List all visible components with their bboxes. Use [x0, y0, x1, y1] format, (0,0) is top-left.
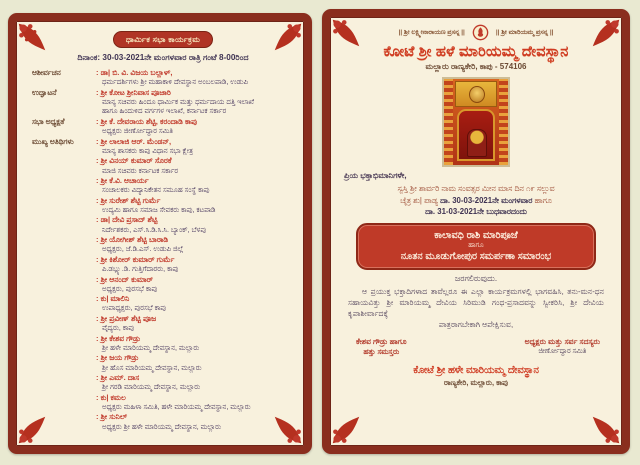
signatory-name: ಕೇಶವ ಗೌಡ್ರು ಹಾಗೂ: [356, 336, 407, 346]
guest-designation: ಅಧ್ಯಕ್ಷರು ಮಹಿಳಾ ಸಮಿತಿ, ಹಳೇ ಮಾರಿಯಮ್ಮ ದೇವಸ್ಥಾನ, ಮಲ್ಲಾರು: [102, 403, 251, 411]
guest-designation: ಅಧ್ಯಕ್ಷರು, ಪುರಸಭೆ ಕಾಪು: [102, 285, 158, 293]
event-date-2: ದಾ. 31-03-2021ನೇ ಬುಧವಾರದಂದು: [425, 207, 527, 216]
guest-designation: ಮಾನ್ಯ ಶಾಸಕರು ಕಾಪು ವಿಧಾನ ಸಭಾ ಕ್ಷೇತ್ರ: [102, 147, 194, 155]
photo-decor: [444, 79, 453, 165]
temple-title: ಕೋಟೆ ಶ್ರೀ ಹಳೆ ಮಾರಿಯಮ್ಮ ದೇವಸ್ಥಾನ: [383, 44, 569, 60]
deity-photo: [442, 77, 510, 167]
intro-line: ಸ್ವಸ್ತಿ ಶ್ರೀ ಶಾರ್ವರಿ ನಾಮ ಸಂವತ್ಸರ ಮೀನ ಮಾಸ ದಿನ ೧೯ ಸಲ್ಲುವ: [397, 184, 555, 193]
program-dateline: ದಿನಾಂಕ: 30-03-2021ನೇ ಮಂಗಳವಾರ ರಾತ್ರಿ ಗಂಟೆ 8-00ರಿಂದ: [77, 53, 249, 62]
greeting-line: ಪ್ರಿಯ ಭಕ್ತಾಭಿಮಾನಿಗಳೇ,: [344, 171, 407, 180]
guest-name: : ಶ್ರೀ ಯೋಗೀಶ್ ಶೆಟ್ಟಿ ಬಾರಾಡಿ: [96, 235, 169, 245]
guest-name: : ಶ್ರೀ ಕೋಟ ಶ್ರೀನಿವಾಸ ಪೂಜಾರಿ: [96, 87, 171, 97]
guest-name: : ಶ್ರೀ ಸುರೇಶ್ ಶೆಟ್ಟಿ ಗುರ್ಮೆ: [96, 195, 161, 205]
program-row: [32, 235, 294, 255]
deity-idol: [467, 129, 487, 157]
guest-name: : ಡಾ| ಬಿ. ವಿ. ವಿಜಯ ಬಲ್ಲಾಳ್,: [96, 68, 173, 77]
guest-designation: ಹಾಗೂ ಹಿಂದುಳಿದ ವರ್ಗಗಳ ಇಲಾಖೆ, ಕರ್ನಾಟಕ ಸರ್ಕಾರ: [102, 108, 227, 116]
program-role-label: ಸಭಾ ಅಧ್ಯಕ್ಷತೆ: [32, 116, 65, 126]
intro-line: [342, 206, 610, 218]
guest-name: : ಶ್ರೀ ಎಮ್. ದಾಸ: [96, 373, 140, 383]
guest-designation: ಶ್ರೀ ಹಳೇ ಮಾರಿಯಮ್ಮ ದೇವಸ್ಥಾನ, ಮಲ್ಲಾರು: [102, 344, 200, 352]
signatory-name: ಅಧ್ಯಕ್ಷರು ಮತ್ತು ಸರ್ವ ಸದಸ್ಯರು: [524, 336, 600, 346]
program-row: [32, 88, 294, 117]
guest-designation: ಶ್ರೀ ಗರಡಿ ಮಾರಿಯಮ್ಮ ದೇವಸ್ಥಾನ, ಮಲ್ಲಾರು: [102, 384, 201, 392]
guest-name: : ಶ್ರೀ ಜಯ ಗೌಡ್ರು: [96, 353, 139, 363]
guest-designation: ಧರ್ಮದರ್ಶಿಗಳು ಶ್ರೀ ಮಹಾಕಾಳಿ ದೇವಸ್ಥಾನ ಅಂಬಲಪಾಡಿ, ಉಡುಪಿ: [102, 79, 248, 87]
guest-name: : ಶ್ರೀ ಕಿಶೋರ್ ಕುಮಾರ್ ಗುರ್ಮೆ: [96, 254, 175, 264]
guest-name: : ಶ್ರೀ ಸುನಿಲ್: [96, 412, 128, 422]
invocation-right: || ಶ್ರೀ ಮಾರಿಯಮ್ಮ ಪ್ರಸನ್ನ ||: [495, 28, 554, 36]
program-row: [32, 275, 294, 295]
temple-emblem-icon: [472, 24, 489, 41]
guest-designation: ಮಾನ್ಯ ಸಚಿವರು ಹಿಂದೂ ಧಾರ್ಮಿಕ ಮತ್ತು ಧರ್ಮದಾಯ ದತ್ತಿ ಇಲಾಖೆ: [102, 98, 255, 106]
guest-name: : ಶ್ರೀ ವಿನಯ್ ಕುಮಾರ್ ಸೊರಕೆ: [96, 156, 172, 166]
program-role-label: ಆಶೀರ್ವಚನ: [32, 68, 61, 77]
intro-text: ಹಾಗೂ: [532, 195, 552, 205]
appeal-paragraph: ಆ ಪ್ರಯುಕ್ತ ಭಕ್ತಾದಿಗಳಾದ ತಾವೆಲ್ಲರೂ ಈ ಎಲ್ಲಾ ಕಾರ್ಯಕ್ರಮಗಳಲ್ಲಿ ಭಾಗವಹಿಸಿ, ತನು-ಮನ-ಧನ ಸಹಾಯವಿತ್ತು ಶ್ರೀ ಮಾರಿಯಮ್ಮ ದೇವಿಯ ಸಿರಿಮುಡಿ ಗಂಧ-ಪ್ರಸಾದವನ್ನು ಸ್ವೀಕರಿಸಿ, ಶ್ರೀ ದೇವಿಯ ಕೃಪಾಶೀರ್ವಾದಕ್ಕೆ: [348, 286, 604, 318]
guest-designation: ಅಧ್ಯಕ್ಷರು ಶ್ರೀ ಹಳೇ ಮಾರಿಯಮ್ಮ ದೇವಸ್ಥಾನ, ಮಲ್ಲಾರು: [102, 423, 222, 431]
followup-line: ಜರಗಲಿರುವುದು.: [454, 273, 498, 283]
program-role-label: ಮುಖ್ಯ ಅತಿಥಿಗಳು: [32, 136, 74, 146]
guest-designation: ಪಿ.ಡಬ್ಲ್ಯು.ಡಿ. ಗುತ್ತಿಗೆದಾರರು, ಕಾಪು: [102, 266, 179, 274]
intro-line: [342, 195, 610, 207]
signature-left: [356, 337, 407, 357]
guest-name: : ಕು| ಕಮಲ: [96, 392, 126, 402]
guest-name: : ಶ್ರೀ ಲಾಲಾಜಿ ಆರ್. ಮೆಂಡನ್,: [96, 136, 172, 146]
program-row: [32, 334, 294, 354]
guest-designation: ನಿರ್ದೇಶಕರು, ಎಸ್.ಸಿ.ಡಿ.ಸಿ.ಸಿ. ಬ್ಯಾಂಕ್, ಬೆಳಪು: [102, 226, 207, 234]
guest-name: : ಶ್ರೀ ಕೆ.ವಿ. ಆಚಾರ್ಯ: [96, 176, 149, 186]
program-row: [32, 314, 294, 334]
program-row: [32, 196, 294, 216]
invitation-intro: [342, 183, 610, 218]
guest-designation: ಉಪಾಧ್ಯಕ್ಷರು, ಪುರಸಭೆ ಕಾಪು: [102, 305, 166, 313]
guest-designation: ಸಂಚಾಲಕರು ವಿದ್ಯಾನಿಕೇತನ ಸಮೂಹ ಸಂಸ್ಥೆ ಕಾಪು: [102, 187, 210, 195]
program-header-badge: ಧಾರ್ಮಿಕ ಸಭಾ ಕಾರ್ಯಕ್ರಮ: [113, 31, 213, 48]
invitation-page: [322, 9, 630, 454]
signature-right: [525, 337, 600, 357]
guest-name: : ಶ್ರೀ ಪ್ರವೀಣ್ ಶೆಟ್ಟಿ ಪೂಜ: [96, 313, 157, 323]
guest-designation: ಅಧ್ಯಕ್ಷರು ಜೀರ್ಣೋದ್ಧಾರ ಸಮಿತಿ: [102, 128, 174, 136]
deity-face: [469, 86, 485, 103]
program-row: [32, 137, 294, 157]
event-conjunction: ಹಾಗೂ: [468, 241, 484, 249]
program-row: [32, 215, 294, 235]
guest-designation: ವೈದ್ಯರು, ಕಾಪು: [102, 325, 135, 333]
guest-name: : ಶ್ರೀ ಕೇಶವ ಗೌಡ್ರು: [96, 333, 141, 343]
event-title-2: ನೂತನ ಮೂಡುಗೋಪುರ ಸಮರ್ಪಣಾ ಸಮಾರಂಭ: [400, 250, 552, 262]
guest-name: : ಶ್ರೀ ಆನಂದ್ ಕುಮಾರ್: [96, 274, 154, 284]
intro-text: ಚೈತ್ರ ಶು| ಪಾಡ್ಯ: [400, 195, 441, 205]
program-row: [32, 294, 294, 314]
program-row: [32, 68, 294, 88]
program-row: [32, 255, 294, 275]
program-role-label: ಉದ್ಘಾಟನೆ: [32, 87, 57, 97]
footer-temple-address: ರಾಣ್ಯಕೇರಿ, ಮಲ್ಲಾರು, ಕಾಪು: [443, 377, 509, 387]
invocation-row: [342, 24, 610, 41]
program-row: [32, 176, 294, 196]
program-row: [32, 156, 294, 176]
program-row: [32, 393, 294, 413]
guest-name: : ಡಾ| ದೇವಿ ಪ್ರಸಾದ್ ಶೆಟ್ಟಿ: [96, 215, 158, 225]
program-row: [32, 353, 294, 373]
guest-designation: ಮಾಜಿ ಸಚಿವರು ಕರ್ನಾಟಕ ಸರ್ಕಾರ: [102, 167, 179, 175]
program-row: [32, 117, 294, 137]
signatory-role: ಹತ್ತು ಸಮಸ್ತರು: [363, 346, 400, 356]
guest-designation: ಅಧ್ಯಕ್ಷರು, ಜೆ.ಡಿ.ಎಸ್. ಉಡುಪಿ ಜಿಲ್ಲೆ: [102, 246, 184, 254]
invocation-left: || ಶ್ರೀ ಲಕ್ಷ್ಮೀನಾರಾಯಣ ಪ್ರಸನ್ನ ||: [398, 28, 465, 36]
appeal-closing: ಪಾತ್ರರಾಗಬೇಕಾಗಿ ಆಪೇಕ್ಷಿಸುವ,: [438, 319, 514, 329]
temple-address: ಮಲ್ಲಾರು ರಾಣ್ಯಕೇರಿ, ಕಾಪು - 574106: [425, 62, 527, 71]
program-row: [32, 412, 294, 432]
program-page: [8, 13, 312, 454]
footer-temple-name: ಕೋಟೆ ಶ್ರೀ ಹಳೇ ಮಾರಿಯಮ್ಮ ದೇವಸ್ಥಾನ: [413, 364, 539, 376]
guest-name: : ಕು| ಮಾಲಿನಿ: [96, 294, 130, 304]
signatory-role: ಜೀರ್ಣೋದ್ಧಾರ ಸಮಿತಿ: [538, 347, 587, 355]
photo-decor: [499, 79, 508, 165]
guest-name: : ಶ್ರೀ ಕೆ. ದೇವರಾಯ ಶೆಟ್ಟಿ, ಕರಂದಾಡಿ ಕಾಪು: [96, 116, 198, 126]
signatures-row: [356, 337, 600, 357]
temple-footer: [342, 365, 610, 388]
event-highlight-box: [356, 223, 596, 270]
event-title-1: ಕಾಲಾವಧಿ ರಾಶಿ ಮಾರಿಪೂಜೆ: [434, 229, 518, 241]
program-row: [32, 373, 294, 393]
event-date-1: ದಾ. 30-03-2021ನೇ ಮಂಗಳವಾರ: [440, 195, 533, 205]
guest-designation: ಶ್ರೀ ಹೊಸ ಮಾರಿಯಮ್ಮ ದೇವಸ್ಥಾನ, ಮಲ್ಲಾರು: [102, 364, 202, 372]
guest-designation: ಉದ್ಯಮಿ ಹಾಗೂ ಸಮಾಜ ಸೇವಕರು ಕಾಪು, ಕಟಪಾಡಿ: [102, 206, 216, 214]
